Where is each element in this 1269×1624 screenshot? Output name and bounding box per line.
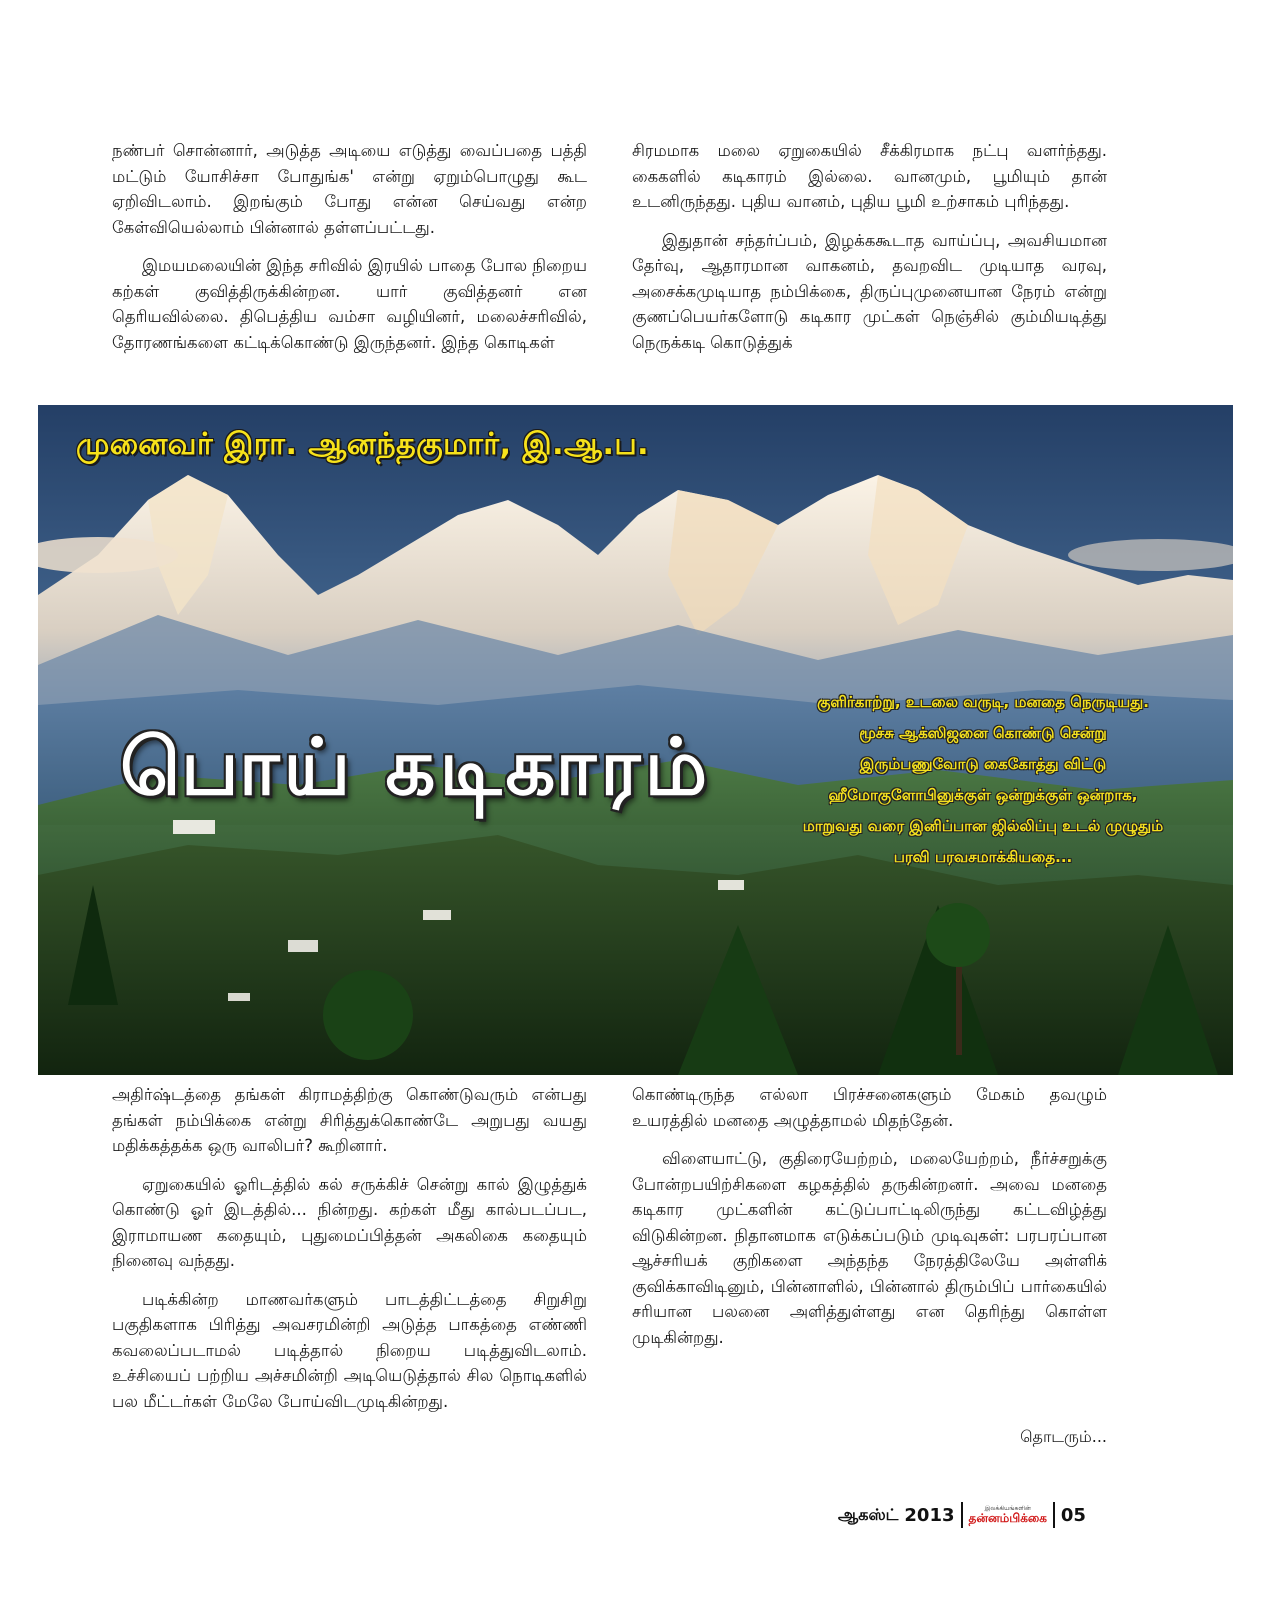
column-bottom-left (112, 1082, 587, 1427)
pull-quote-line: இரும்பணுவோடு கைகோத்து விட்டு (859, 755, 1107, 773)
magazine-name: தன்னம்பிக்கை (968, 1511, 1047, 1525)
pull-quote-line: குளிர்காற்று, உடலை வருடி, மனதை நெருடியது. (817, 693, 1149, 711)
page-number: 05 (1060, 1504, 1086, 1526)
paragraph: படிக்கின்ற மாணவர்களும் பாடத்திட்டத்தை சிறுசிறு பகுதிகளாக பிரித்து அவசரமின்றி அடுத்த பாகத்தை எண்ணி கவலைப்படாமல் படித்தால் நிறைய படித்துவிடலாம். உச்சியைப் பற்றிய அச்சமின்றி அடியெடுத்தால் சில நொடிகளில் பல மீட்டர்கள் மேலே போய்விடமுடிகின்றது. (112, 1289, 587, 1411)
paragraph: விளையாட்டு, குதிரையேற்றம், மலையேற்றம், நீர்ச்சறுக்கு போன்றபயிற்சிகளை கழகத்தில் தருகின்றனர். அவை மனதை கடிகார முட்களின் கட்டுப்பாட்டிலிருந்து கட்டவிழ்த்து விடுகின்றன. நிதானமாக எடுக்கப்படும் முடிவுகள்: பரபரப்பான ஆச்சரியக் குறிகளை அந்தந்த நேரத்திலேயே அள்ளிக் குவிக்காவிடினும், பின்னாளில், பின்னால் திரும்பிப் பார்கையில் சரியான பலனை அளித்துள்ளது என தெரிந்து கொள்ள முடிகின்றது. (632, 1149, 1107, 1347)
pull-quote-line: பரவி பரவசமாக்கியதை... (893, 848, 1073, 866)
footer-month: ஆகஸ்ட் (838, 1504, 899, 1524)
pull-quote-line: ஹீமோகுளோபினுக்குள் ஒன்றுக்குள் ஒன்றாக, (828, 786, 1138, 804)
paragraph: நண்பர் சொன்னார், அடுத்த அடியை எடுத்து வைப்பதை பத்தி மட்டும் யோசிச்சா போதுங்க' என்று ஏறும்பொழுது கூட ஏறிவிடலாம். இறங்கும் போது என்ன செய்வது என்ற கேள்வியெல்லாம் பின்னால் தள்ளப்பட்டது. (112, 141, 587, 237)
pull-quote-line: மாறுவது வரை இனிப்பான ஜில்லிப்பு உடல் முழுதும் (802, 817, 1164, 835)
author-name: முனைவர் இரா. ஆனந்தகுமார், இ.ஆ.ப. (76, 427, 650, 462)
continued-label: தொடரும்... (1020, 1427, 1107, 1446)
footer-divider (961, 1502, 963, 1528)
pull-quote (773, 687, 1193, 873)
article-title: பொய் கடிகாரம் (120, 723, 712, 813)
paragraph: சிரமமாக மலை ஏறுகையில் சீக்கிரமாக நட்பு வளர்ந்தது. கைகளில் கடிகாரம் இல்லை. வானமும், பூமியும் தான் உடனிருந்தது. புதிய வானம், புதிய பூமி உற்சாகம் புரிந்தது. (632, 141, 1107, 211)
footer-divider (1053, 1502, 1055, 1528)
page-footer (838, 1500, 1086, 1530)
paragraph: கொண்டிருந்த எல்லா பிரச்சனைகளும் மேகம் தவழும் உயரத்தில் மனதை அழுத்தாமல் மிதந்தேன். (632, 1085, 1107, 1130)
paragraph: இமயமலையின் இந்த சரிவில் இரயில் பாதை போல நிறைய கற்கள் குவித்திருக்கின்றன. யார் குவித்தனர் என தெரியவில்லை. திபெத்திய வம்சா வழியினர், மலைச்சரிவில், தோரணங்களை கட்டிக்கொண்டு இருந்தனர். இந்த கொடிகள் (112, 256, 587, 352)
paragraph: அதிர்ஷ்டத்தை தங்கள் கிராமத்திற்கு கொண்டுவரும் என்பது தங்கள் நம்பிக்கை என்று சிரித்துக்கொண்டே அறுபது வயது மதிக்கத்தக்க ஒரு வாலிபர்? கூறினார். (112, 1085, 587, 1155)
footer-year: 2013 (904, 1504, 955, 1526)
magazine-logo (969, 1506, 1047, 1524)
column-top-right (632, 138, 1107, 368)
hero-image (38, 405, 1233, 1075)
magazine-tagline: இலக்கியங்களின் (984, 1505, 1031, 1512)
pull-quote-line: மூச்சு ஆக்ஸிஜனை கொண்டு சென்று (859, 724, 1107, 742)
column-top-left (112, 138, 587, 368)
paragraph: இதுதான் சந்தர்ப்பம், இழக்ககூடாத வாய்ப்பு, அவசியமான தேர்வு, ஆதாரமான வாகனம், தவறவிட முடியாத வரவு, அசைக்கமுடியாத நம்பிக்கை, திருப்புமுனையான நேரம் என்று குணப்பெயர்களோடு கடிகார முட்கள் நெஞ்சில் கும்மியடித்து நெருக்கடி கொடுத்துக் (632, 230, 1107, 352)
column-bottom-right (632, 1082, 1107, 1363)
paragraph: ஏறுகையில் ஓரிடத்தில் கல் சருக்கிச் சென்று கால் இழுத்துக் கொண்டு ஓர் இடத்தில்... நின்றது. கற்கள் மீது கால்படப்பட, இராமாயண கதையும், புதுமைப்பித்தன் அகலிகை கதையும் நினைவு வந்தது. (112, 1174, 587, 1270)
